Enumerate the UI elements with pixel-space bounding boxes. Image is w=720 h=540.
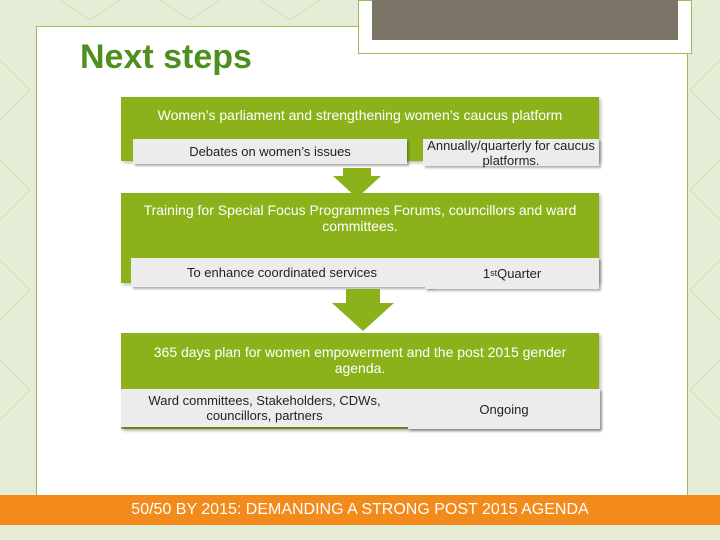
slide-title: Next steps (80, 38, 252, 76)
step-2-timing-label: Quarter (497, 266, 542, 281)
step-2-action: To enhance coordinated services (131, 258, 433, 287)
step-2-timing-number: 1 (482, 266, 491, 281)
step-1-heading: Women’s parliament and strengthening women’s caucus platform (157, 107, 563, 123)
step-2-timing (425, 258, 599, 289)
step-2-heading: Training for Special Focus Programmes Forums, councillors and ward committees. (143, 202, 577, 234)
step-1-action: Debates on women’s issues (133, 139, 407, 164)
down-arrow-2 (332, 289, 394, 331)
corner-decoration-fill (372, 0, 678, 40)
step-3-timing: Ongoing (408, 389, 600, 429)
step-2-timing-suffix: st (490, 268, 498, 278)
step-3-heading: 365 days plan for women empowerment and the post 2015 gender agenda. (153, 344, 567, 376)
footer-banner: 50/50 BY 2015: DEMANDING A STRONG POST 2015 AGENDA (0, 495, 720, 525)
step-1-timing: Annually/quarterly for caucus platforms. (423, 139, 599, 166)
step-3-action: Ward committees, Stakeholders, CDWs, councillors, partners (121, 389, 408, 427)
